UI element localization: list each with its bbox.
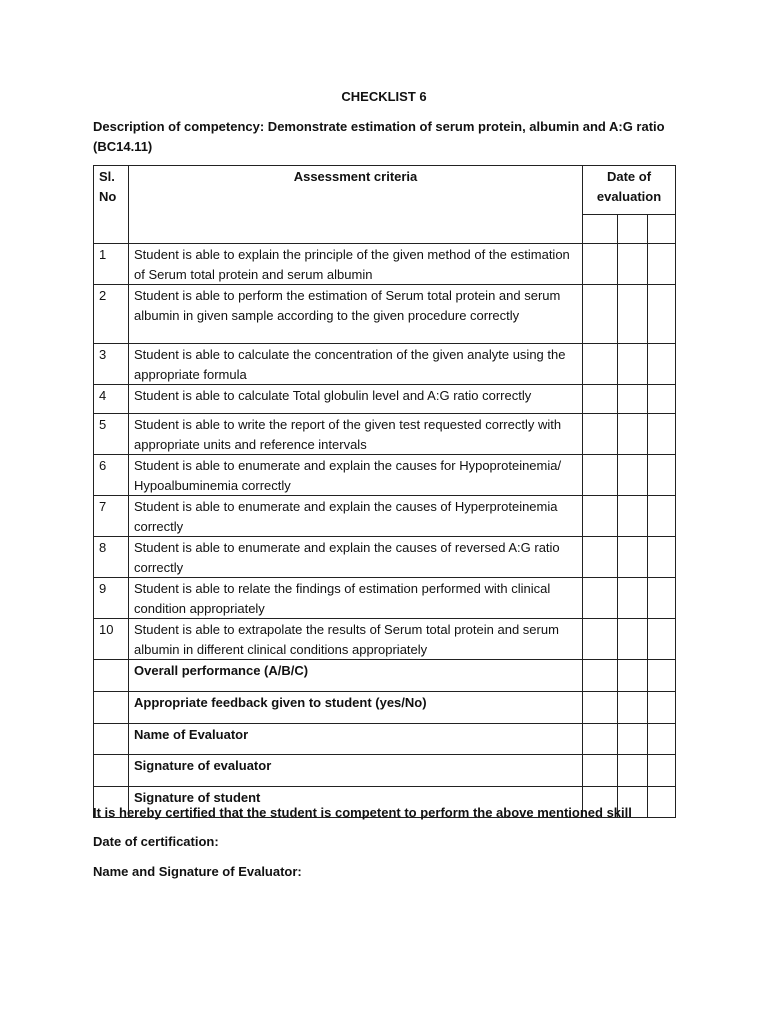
criteria-row — [94, 285, 676, 344]
summary-label: Overall performance (A/B/C) — [129, 660, 583, 692]
date-cell[interactable] — [618, 692, 648, 724]
criteria-row — [94, 244, 676, 285]
date-cell[interactable] — [618, 244, 648, 285]
date-cell[interactable] — [583, 244, 618, 285]
date-cell[interactable] — [648, 755, 676, 787]
date-cell[interactable] — [583, 455, 618, 496]
date-cell[interactable] — [618, 215, 648, 244]
criteria-row — [94, 344, 676, 385]
criteria-row — [94, 455, 676, 496]
date-cell[interactable] — [583, 692, 618, 724]
date-cell[interactable] — [583, 414, 618, 455]
summary-row — [94, 660, 676, 692]
date-cell[interactable] — [583, 215, 618, 244]
date-cell[interactable] — [648, 619, 676, 660]
row-number: 8 — [94, 537, 129, 578]
criteria-row — [94, 619, 676, 660]
summary-row — [94, 755, 676, 787]
summary-label: Name of Evaluator — [129, 724, 583, 755]
date-cell[interactable] — [583, 537, 618, 578]
sl-no-header: Sl. No — [94, 166, 129, 244]
row-number: 1 — [94, 244, 129, 285]
date-cell[interactable] — [618, 660, 648, 692]
date-cell[interactable] — [583, 660, 618, 692]
row-number: 9 — [94, 578, 129, 619]
date-cell[interactable] — [648, 660, 676, 692]
criteria-text: Student is able to extrapolate the results of Serum total protein and serum albumin in different clinical conditions appropriately — [129, 619, 583, 660]
date-cell[interactable] — [648, 414, 676, 455]
page-title: CHECKLIST 6 — [341, 89, 427, 104]
summary-label: Signature of student — [129, 787, 583, 818]
competency-description: Description of competency: Demonstrate estimation of serum protein, albumin and A:G ratio (BC14.11) — [93, 119, 665, 154]
date-cell[interactable] — [618, 285, 648, 344]
assessment-table — [93, 165, 676, 818]
name-signature-evaluator-label: Name and Signature of Evaluator: — [93, 864, 302, 879]
criteria-row — [94, 385, 676, 414]
row-number — [94, 755, 129, 787]
certification-statement: It is hereby certified that the student is competent to perform the above mentioned skill — [93, 805, 632, 820]
date-cell[interactable] — [648, 455, 676, 496]
date-cell[interactable] — [583, 285, 618, 344]
date-cell[interactable] — [618, 537, 648, 578]
summary-row — [94, 692, 676, 724]
criteria-row — [94, 496, 676, 537]
date-cell[interactable] — [583, 619, 618, 660]
criteria-text: Student is able to enumerate and explain the causes for Hypoproteinemia/ Hypoalbuminemia correctly — [129, 455, 583, 496]
date-cell[interactable] — [648, 344, 676, 385]
date-cell[interactable] — [648, 285, 676, 344]
header-row — [94, 166, 676, 215]
date-cell[interactable] — [583, 755, 618, 787]
date-cell[interactable] — [618, 578, 648, 619]
row-number: 10 — [94, 619, 129, 660]
date-of-certification-label: Date of certification: — [93, 834, 219, 849]
date-cell[interactable] — [648, 385, 676, 414]
assessment-criteria-header: Assessment criteria — [129, 166, 583, 244]
criteria-text: Student is able to calculate the concentration of the given analyte using the appropriate formula — [129, 344, 583, 385]
date-cell[interactable] — [648, 496, 676, 537]
row-number: 6 — [94, 455, 129, 496]
date-cell[interactable] — [648, 692, 676, 724]
date-cell[interactable] — [618, 755, 648, 787]
date-cell[interactable] — [583, 385, 618, 414]
date-cell[interactable] — [648, 215, 676, 244]
row-number — [94, 724, 129, 755]
criteria-text: Student is able to enumerate and explain the causes of Hyperproteinemia correctly — [129, 496, 583, 537]
row-number: 3 — [94, 344, 129, 385]
summary-label: Signature of evaluator — [129, 755, 583, 787]
criteria-row — [94, 414, 676, 455]
date-cell[interactable] — [583, 724, 618, 755]
summary-label: Appropriate feedback given to student (yes/No) — [129, 692, 583, 724]
date-cell[interactable] — [648, 244, 676, 285]
date-cell[interactable] — [583, 496, 618, 537]
criteria-text: Student is able to relate the findings of estimation performed with clinical condition appropriately — [129, 578, 583, 619]
row-number — [94, 660, 129, 692]
date-cell[interactable] — [583, 578, 618, 619]
criteria-row — [94, 537, 676, 578]
criteria-text: Student is able to write the report of the given test requested correctly with appropriate units and reference intervals — [129, 414, 583, 455]
date-cell[interactable] — [618, 385, 648, 414]
date-cell[interactable] — [618, 724, 648, 755]
row-number: 4 — [94, 385, 129, 414]
criteria-text: Student is able to calculate Total globulin level and A:G ratio correctly — [129, 385, 583, 414]
criteria-row — [94, 578, 676, 619]
date-cell[interactable] — [648, 537, 676, 578]
row-number: 2 — [94, 285, 129, 344]
date-cell[interactable] — [648, 787, 676, 818]
date-cell[interactable] — [618, 619, 648, 660]
date-cell[interactable] — [648, 724, 676, 755]
summary-row — [94, 724, 676, 755]
row-number: 5 — [94, 414, 129, 455]
date-of-evaluation-header: Date of evaluation — [583, 166, 676, 215]
date-cell[interactable] — [618, 344, 648, 385]
criteria-text: Student is able to enumerate and explain the causes of reversed A:G ratio correctly — [129, 537, 583, 578]
date-cell[interactable] — [618, 455, 648, 496]
date-cell[interactable] — [618, 414, 648, 455]
row-number — [94, 692, 129, 724]
criteria-text: Student is able to perform the estimation of Serum total protein and serum albumin in given sample according to the given procedure correctly — [129, 285, 583, 344]
date-cell[interactable] — [618, 496, 648, 537]
date-cell[interactable] — [648, 578, 676, 619]
criteria-text: Student is able to explain the principle of the given method of the estimation of Serum total protein and serum albumin — [129, 244, 583, 285]
row-number: 7 — [94, 496, 129, 537]
date-cell[interactable] — [583, 344, 618, 385]
